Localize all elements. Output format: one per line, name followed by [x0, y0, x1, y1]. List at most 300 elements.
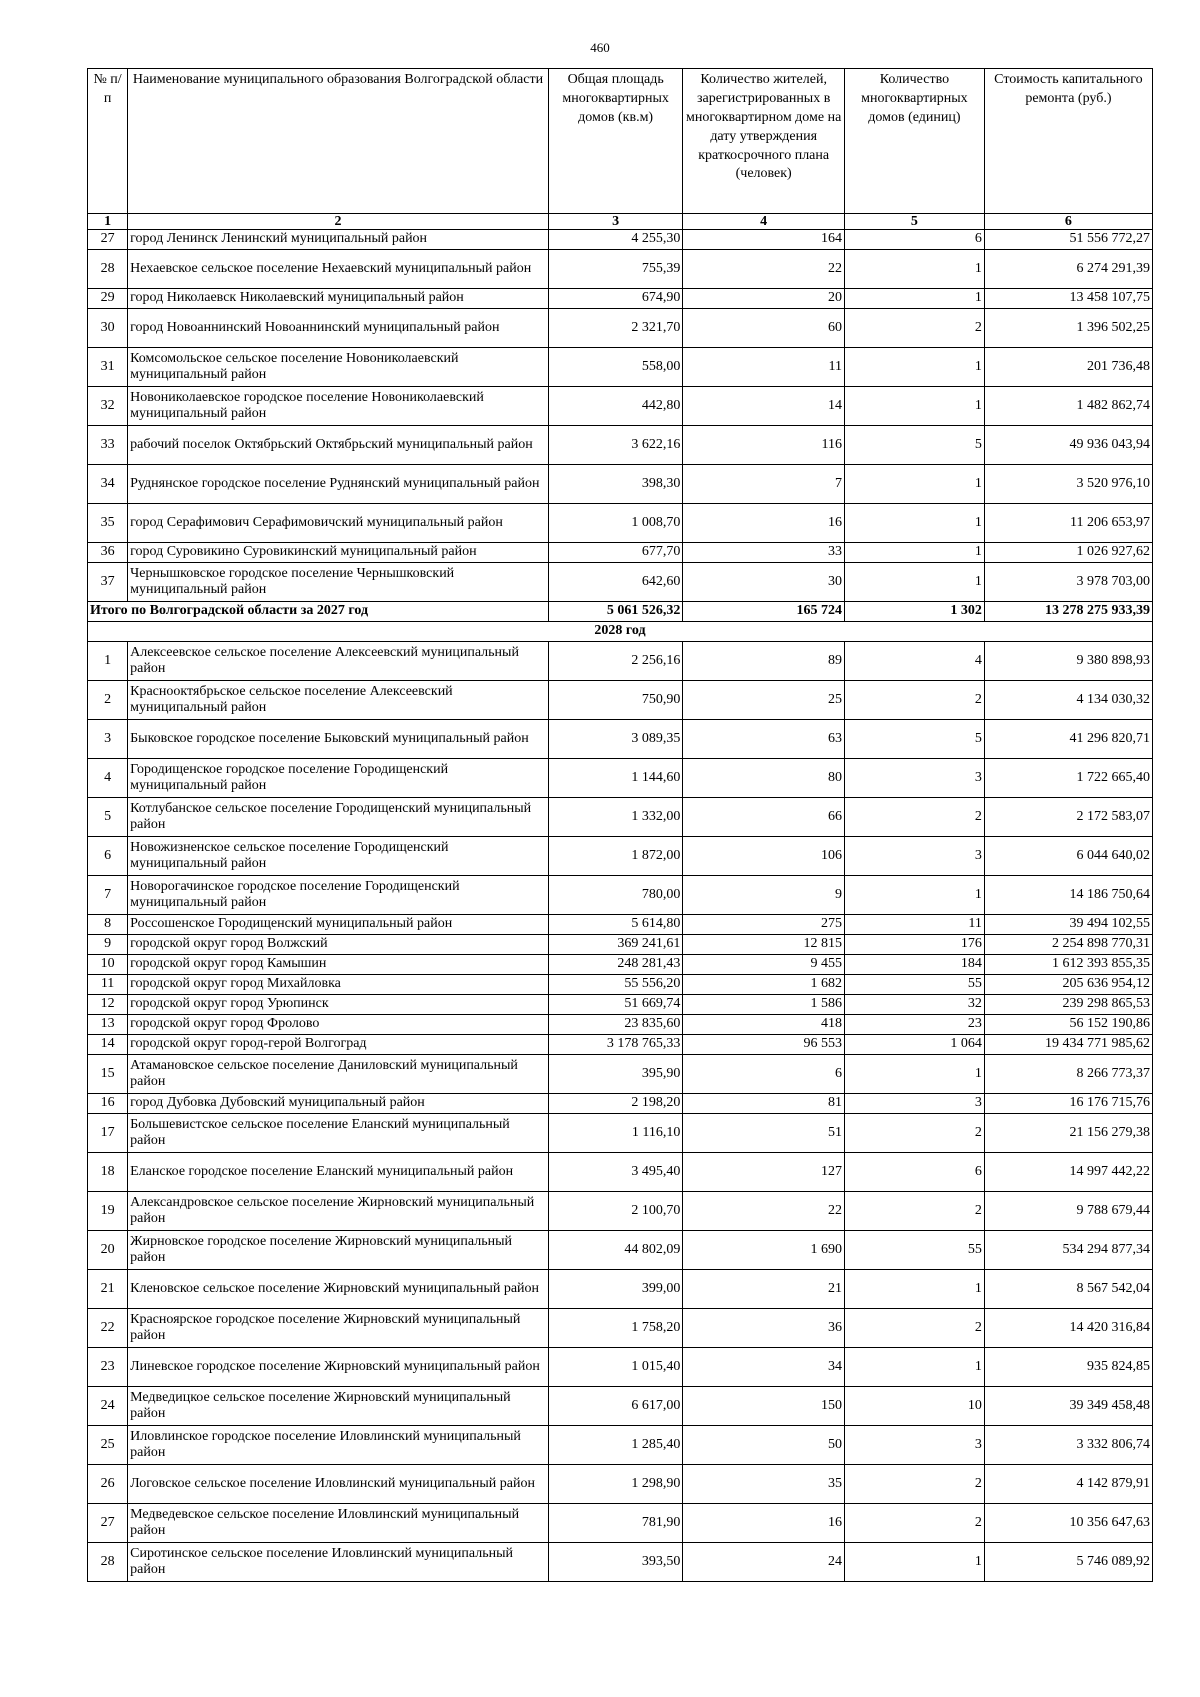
column-number: 4: [683, 214, 845, 230]
houses-value: 1: [844, 1270, 984, 1309]
total-row: [88, 602, 1153, 622]
residents-value: 20: [683, 289, 845, 309]
table-row: [88, 975, 1153, 995]
area-value: 6 617,00: [548, 1387, 682, 1426]
cost-value: 205 636 954,12: [984, 975, 1152, 995]
residents-value: 24: [683, 1543, 845, 1582]
residents-value: 36: [683, 1309, 845, 1348]
cost-value: 14 420 316,84: [984, 1309, 1152, 1348]
row-number: 20: [88, 1231, 128, 1270]
houses-value: 1: [844, 289, 984, 309]
residents-value: 9 455: [683, 955, 845, 975]
table-row: [88, 759, 1153, 798]
houses-value: 2: [844, 1114, 984, 1153]
municipality-name: Нехаевское сельское поселение Нехаевский муниципальный район: [128, 250, 549, 289]
cost-value: 56 152 190,86: [984, 1015, 1152, 1035]
houses-value: 2: [844, 1465, 984, 1504]
houses-value: 5: [844, 426, 984, 465]
municipality-name: Большевистское сельское поселение Еланский муниципальный район: [128, 1114, 549, 1153]
cost-value: 10 356 647,63: [984, 1504, 1152, 1543]
cost-value: 13 458 107,75: [984, 289, 1152, 309]
row-number: 17: [88, 1114, 128, 1153]
area-value: 2 321,70: [548, 309, 682, 348]
municipality-name: городской округ город Михайловка: [128, 975, 549, 995]
houses-value: 6: [844, 1153, 984, 1192]
area-value: 1 298,90: [548, 1465, 682, 1504]
houses-value: 1: [844, 348, 984, 387]
municipality-name: Линевское городское поселение Жирновский муниципальный район: [128, 1348, 549, 1387]
row-number: 3: [88, 720, 128, 759]
residents-value: 25: [683, 681, 845, 720]
cost-value: 935 824,85: [984, 1348, 1152, 1387]
municipality-name: городской округ город Урюпинск: [128, 995, 549, 1015]
total-houses: 1 302: [844, 602, 984, 622]
houses-value: 3: [844, 759, 984, 798]
row-number: 21: [88, 1270, 128, 1309]
row-number: 6: [88, 837, 128, 876]
table-row: [88, 1055, 1153, 1094]
capital-repair-table: [87, 68, 1153, 1582]
row-number: 28: [88, 250, 128, 289]
table-row: [88, 543, 1153, 563]
area-value: 1 285,40: [548, 1426, 682, 1465]
row-number: 5: [88, 798, 128, 837]
municipality-name: Атамановское сельское поселение Даниловский муниципальный район: [128, 1055, 549, 1094]
row-number: 37: [88, 563, 128, 602]
table-row: [88, 1231, 1153, 1270]
houses-value: 2: [844, 1309, 984, 1348]
row-number: 35: [88, 504, 128, 543]
houses-value: 11: [844, 915, 984, 935]
area-value: 369 241,61: [548, 935, 682, 955]
area-value: 1 015,40: [548, 1348, 682, 1387]
area-value: 674,90: [548, 289, 682, 309]
area-value: 395,90: [548, 1055, 682, 1094]
municipality-name: городской округ город-герой Волгоград: [128, 1035, 549, 1055]
rows-2028: [88, 642, 1153, 1582]
residents-value: 164: [683, 230, 845, 250]
cost-value: 5 746 089,92: [984, 1543, 1152, 1582]
cost-value: 534 294 877,34: [984, 1231, 1152, 1270]
table-row: [88, 720, 1153, 759]
residents-value: 11: [683, 348, 845, 387]
table-row: [88, 1465, 1153, 1504]
table-row: [88, 837, 1153, 876]
houses-value: 55: [844, 975, 984, 995]
row-number: 2: [88, 681, 128, 720]
cost-value: 49 936 043,94: [984, 426, 1152, 465]
area-value: 4 255,30: [548, 230, 682, 250]
residents-value: 34: [683, 1348, 845, 1387]
row-number: 12: [88, 995, 128, 1015]
municipality-name: город Серафимович Серафимовичский муниципальный район: [128, 504, 549, 543]
row-number: 31: [88, 348, 128, 387]
cost-value: 9 380 898,93: [984, 642, 1152, 681]
municipality-name: Медведицкое сельское поселение Жирновский муниципальный район: [128, 1387, 549, 1426]
houses-value: 1: [844, 1543, 984, 1582]
municipality-name: городской округ город Волжский: [128, 935, 549, 955]
row-number: 15: [88, 1055, 128, 1094]
column-number-row: [88, 214, 1153, 230]
area-value: 55 556,20: [548, 975, 682, 995]
residents-value: 418: [683, 1015, 845, 1035]
row-number: 30: [88, 309, 128, 348]
column-number: 3: [548, 214, 682, 230]
area-value: 23 835,60: [548, 1015, 682, 1035]
houses-value: 1: [844, 543, 984, 563]
row-number: 16: [88, 1094, 128, 1114]
cost-value: 1 482 862,74: [984, 387, 1152, 426]
table-row: [88, 426, 1153, 465]
residents-value: 16: [683, 1504, 845, 1543]
year-heading: 2028 год: [88, 622, 1153, 642]
residents-value: 275: [683, 915, 845, 935]
residents-value: 1 690: [683, 1231, 845, 1270]
row-number: 8: [88, 915, 128, 935]
table-row: [88, 642, 1153, 681]
row-number: 27: [88, 1504, 128, 1543]
row-number: 7: [88, 876, 128, 915]
table-row: [88, 309, 1153, 348]
area-value: 399,00: [548, 1270, 682, 1309]
cost-value: 1 396 502,25: [984, 309, 1152, 348]
header-number: № п/п: [88, 69, 128, 214]
municipality-name: город Дубовка Дубовский муниципальный район: [128, 1094, 549, 1114]
residents-value: 6: [683, 1055, 845, 1094]
row-number: 14: [88, 1035, 128, 1055]
cost-value: 41 296 820,71: [984, 720, 1152, 759]
area-value: 781,90: [548, 1504, 682, 1543]
houses-value: 10: [844, 1387, 984, 1426]
houses-value: 1 064: [844, 1035, 984, 1055]
houses-value: 1: [844, 504, 984, 543]
table-row: [88, 1015, 1153, 1035]
table-row: [88, 995, 1153, 1015]
row-number: 28: [88, 1543, 128, 1582]
cost-value: 1 612 393 855,35: [984, 955, 1152, 975]
residents-value: 66: [683, 798, 845, 837]
area-value: 51 669,74: [548, 995, 682, 1015]
area-value: 2 100,70: [548, 1192, 682, 1231]
table-row: [88, 1426, 1153, 1465]
houses-value: 1: [844, 1348, 984, 1387]
area-value: 1 758,20: [548, 1309, 682, 1348]
area-value: 642,60: [548, 563, 682, 602]
residents-value: 30: [683, 563, 845, 602]
area-value: 3 178 765,33: [548, 1035, 682, 1055]
residents-value: 96 553: [683, 1035, 845, 1055]
table-row: [88, 1035, 1153, 1055]
cost-value: 39 349 458,48: [984, 1387, 1152, 1426]
municipality-name: Быковское городское поселение Быковский муниципальный район: [128, 720, 549, 759]
municipality-name: Красноярское городское поселение Жирновский муниципальный район: [128, 1309, 549, 1348]
table-row: [88, 289, 1153, 309]
residents-value: 9: [683, 876, 845, 915]
municipality-name: Краснооктябрьское сельское поселение Алексеевский муниципальный район: [128, 681, 549, 720]
cost-value: 6 044 640,02: [984, 837, 1152, 876]
residents-value: 50: [683, 1426, 845, 1465]
area-value: 3 495,40: [548, 1153, 682, 1192]
municipality-name: город Ленинск Ленинский муниципальный район: [128, 230, 549, 250]
total-label: Итого по Волгоградской области за 2027 год: [88, 602, 549, 622]
cost-value: 6 274 291,39: [984, 250, 1152, 289]
table-row: [88, 1153, 1153, 1192]
residents-value: 116: [683, 426, 845, 465]
column-number: 5: [844, 214, 984, 230]
table-row: [88, 465, 1153, 504]
houses-value: 176: [844, 935, 984, 955]
municipality-name: Медведевское сельское поселение Иловлинский муниципальный район: [128, 1504, 549, 1543]
table-row: [88, 563, 1153, 602]
municipality-name: Новожизненское сельское поселение Городищенский муниципальный район: [128, 837, 549, 876]
cost-value: 201 736,48: [984, 348, 1152, 387]
row-number: 22: [88, 1309, 128, 1348]
residents-value: 35: [683, 1465, 845, 1504]
municipality-name: Алексеевское сельское поселение Алексеевский муниципальный район: [128, 642, 549, 681]
houses-value: 5: [844, 720, 984, 759]
houses-value: 55: [844, 1231, 984, 1270]
row-number: 34: [88, 465, 128, 504]
houses-value: 2: [844, 798, 984, 837]
municipality-name: Еланское городское поселение Еланский муниципальный район: [128, 1153, 549, 1192]
cost-value: 3 332 806,74: [984, 1426, 1152, 1465]
municipality-name: городской округ город Камышин: [128, 955, 549, 975]
houses-value: 23: [844, 1015, 984, 1035]
row-number: 13: [88, 1015, 128, 1035]
column-number: 2: [128, 214, 549, 230]
municipality-name: Новорогачинское городское поселение Городищенский муниципальный район: [128, 876, 549, 915]
cost-value: 4 134 030,32: [984, 681, 1152, 720]
cost-value: 1 722 665,40: [984, 759, 1152, 798]
cost-value: 14 186 750,64: [984, 876, 1152, 915]
houses-value: 1: [844, 876, 984, 915]
cost-value: 14 997 442,22: [984, 1153, 1152, 1192]
table-row: [88, 348, 1153, 387]
row-number: 36: [88, 543, 128, 563]
table-row: [88, 250, 1153, 289]
table-row: [88, 798, 1153, 837]
houses-value: 3: [844, 1094, 984, 1114]
cost-value: 3 520 976,10: [984, 465, 1152, 504]
table-row: [88, 387, 1153, 426]
residents-value: 7: [683, 465, 845, 504]
municipality-name: Комсомольское сельское поселение Новониколаевский муниципальный район: [128, 348, 549, 387]
row-number: 33: [88, 426, 128, 465]
municipality-name: Чернышковское городское поселение Чернышковский муниципальный район: [128, 563, 549, 602]
municipality-name: Руднянское городское поселение Руднянский муниципальный район: [128, 465, 549, 504]
residents-value: 21: [683, 1270, 845, 1309]
header-residents: Количество жителей, зарегистрированных в многоквартирном доме на дату утверждения краткосрочного плана (человек): [683, 69, 845, 214]
residents-value: 81: [683, 1094, 845, 1114]
row-number: 1: [88, 642, 128, 681]
cost-value: 3 978 703,00: [984, 563, 1152, 602]
municipality-name: Россошенское Городищенский муниципальный район: [128, 915, 549, 935]
residents-value: 60: [683, 309, 845, 348]
page-number: 460: [590, 40, 610, 55]
header-municipality: Наименование муниципального образования Волгоградской области: [128, 69, 549, 214]
table-row: [88, 1270, 1153, 1309]
municipality-name: город Суровикино Суровикинский муниципальный район: [128, 543, 549, 563]
area-value: 1 116,10: [548, 1114, 682, 1153]
table-row: [88, 1543, 1153, 1582]
houses-value: 6: [844, 230, 984, 250]
table-row: [88, 955, 1153, 975]
cost-value: 19 434 771 985,62: [984, 1035, 1152, 1055]
cost-value: 21 156 279,38: [984, 1114, 1152, 1153]
table-row: [88, 1114, 1153, 1153]
houses-value: 4: [844, 642, 984, 681]
row-number: 25: [88, 1426, 128, 1465]
row-number: 18: [88, 1153, 128, 1192]
table-row: [88, 1094, 1153, 1114]
municipality-name: Сиротинское сельское поселение Иловлинский муниципальный район: [128, 1543, 549, 1582]
residents-value: 1 682: [683, 975, 845, 995]
row-number: 10: [88, 955, 128, 975]
residents-value: 16: [683, 504, 845, 543]
cost-value: 1 026 927,62: [984, 543, 1152, 563]
total-2027-section: [88, 602, 1153, 642]
residents-value: 63: [683, 720, 845, 759]
header-cost: Стоимость капитального ремонта (руб.): [984, 69, 1152, 214]
municipality-name: Котлубанское сельское поселение Городищенский муниципальный район: [128, 798, 549, 837]
area-value: 3 622,16: [548, 426, 682, 465]
municipality-name: Иловлинское городское поселение Иловлинский муниципальный район: [128, 1426, 549, 1465]
cost-value: 239 298 865,53: [984, 995, 1152, 1015]
row-number: 27: [88, 230, 128, 250]
column-number: 6: [984, 214, 1152, 230]
municipality-name: городской округ город Фролово: [128, 1015, 549, 1035]
table-row: [88, 1309, 1153, 1348]
area-value: 2 198,20: [548, 1094, 682, 1114]
residents-value: 127: [683, 1153, 845, 1192]
cost-value: 2 254 898 770,31: [984, 935, 1152, 955]
area-value: 2 256,16: [548, 642, 682, 681]
table-row: [88, 1348, 1153, 1387]
houses-value: 2: [844, 309, 984, 348]
area-value: 1 872,00: [548, 837, 682, 876]
header-houses: Количество многоквартирных домов (единиц): [844, 69, 984, 214]
table-row: [88, 1504, 1153, 1543]
residents-value: 89: [683, 642, 845, 681]
table-row: [88, 230, 1153, 250]
residents-value: 12 815: [683, 935, 845, 955]
cost-value: 9 788 679,44: [984, 1192, 1152, 1231]
houses-value: 2: [844, 681, 984, 720]
total-residents: 165 724: [683, 602, 845, 622]
area-value: 5 614,80: [548, 915, 682, 935]
municipality-name: город Николаевск Николаевский муниципальный район: [128, 289, 549, 309]
houses-value: 184: [844, 955, 984, 975]
row-number: 19: [88, 1192, 128, 1231]
cost-value: 11 206 653,97: [984, 504, 1152, 543]
area-value: 780,00: [548, 876, 682, 915]
residents-value: 33: [683, 543, 845, 563]
cost-value: 2 172 583,07: [984, 798, 1152, 837]
row-number: 26: [88, 1465, 128, 1504]
houses-value: 1: [844, 1055, 984, 1094]
table-row: [88, 935, 1153, 955]
area-value: 1 008,70: [548, 504, 682, 543]
area-value: 442,80: [548, 387, 682, 426]
residents-value: 14: [683, 387, 845, 426]
municipality-name: Новониколаевское городское поселение Новониколаевский муниципальный район: [128, 387, 549, 426]
municipality-name: Логовское сельское поселение Иловлинский муниципальный район: [128, 1465, 549, 1504]
area-value: 44 802,09: [548, 1231, 682, 1270]
houses-value: 2: [844, 1504, 984, 1543]
area-value: 677,70: [548, 543, 682, 563]
municipality-name: Жирновское городское поселение Жирновский муниципальный район: [128, 1231, 549, 1270]
column-number: 1: [88, 214, 128, 230]
municipality-name: рабочий поселок Октябрьский Октябрьский муниципальный район: [128, 426, 549, 465]
row-number: 29: [88, 289, 128, 309]
residents-value: 1 586: [683, 995, 845, 1015]
table-row: [88, 504, 1153, 543]
area-value: 1 332,00: [548, 798, 682, 837]
houses-value: 1: [844, 465, 984, 504]
cost-value: 8 266 773,37: [984, 1055, 1152, 1094]
houses-value: 2: [844, 1192, 984, 1231]
municipality-name: Городищенское городское поселение Городищенский муниципальный район: [128, 759, 549, 798]
rows-2027: [88, 230, 1153, 602]
municipality-name: Кленовское сельское поселение Жирновский муниципальный район: [128, 1270, 549, 1309]
header-area: Общая площадь многоквартирных домов (кв.м): [548, 69, 682, 214]
cost-value: 16 176 715,76: [984, 1094, 1152, 1114]
table-row: [88, 681, 1153, 720]
area-value: 248 281,43: [548, 955, 682, 975]
table-row: [88, 1192, 1153, 1231]
area-value: 558,00: [548, 348, 682, 387]
table-row: [88, 1387, 1153, 1426]
houses-value: 1: [844, 563, 984, 602]
total-cost: 13 278 275 933,39: [984, 602, 1152, 622]
table-row: [88, 876, 1153, 915]
residents-value: 106: [683, 837, 845, 876]
header-row: [88, 69, 1153, 214]
houses-value: 1: [844, 387, 984, 426]
houses-value: 32: [844, 995, 984, 1015]
year-row: [88, 622, 1153, 642]
total-area: 5 061 526,32: [548, 602, 682, 622]
houses-value: 3: [844, 1426, 984, 1465]
row-number: 9: [88, 935, 128, 955]
houses-value: 3: [844, 837, 984, 876]
area-value: 750,90: [548, 681, 682, 720]
cost-value: 4 142 879,91: [984, 1465, 1152, 1504]
area-value: 393,50: [548, 1543, 682, 1582]
municipality-name: Александровское сельское поселение Жирновский муниципальный район: [128, 1192, 549, 1231]
row-number: 4: [88, 759, 128, 798]
residents-value: 80: [683, 759, 845, 798]
row-number: 11: [88, 975, 128, 995]
municipality-name: город Новоаннинский Новоаннинский муниципальный район: [128, 309, 549, 348]
row-number: 24: [88, 1387, 128, 1426]
area-value: 755,39: [548, 250, 682, 289]
residents-value: 150: [683, 1387, 845, 1426]
row-number: 23: [88, 1348, 128, 1387]
area-value: 3 089,35: [548, 720, 682, 759]
houses-value: 1: [844, 250, 984, 289]
residents-value: 51: [683, 1114, 845, 1153]
area-value: 398,30: [548, 465, 682, 504]
area-value: 1 144,60: [548, 759, 682, 798]
cost-value: 8 567 542,04: [984, 1270, 1152, 1309]
cost-value: 39 494 102,55: [984, 915, 1152, 935]
cost-value: 51 556 772,27: [984, 230, 1152, 250]
table-row: [88, 915, 1153, 935]
residents-value: 22: [683, 250, 845, 289]
row-number: 32: [88, 387, 128, 426]
residents-value: 22: [683, 1192, 845, 1231]
